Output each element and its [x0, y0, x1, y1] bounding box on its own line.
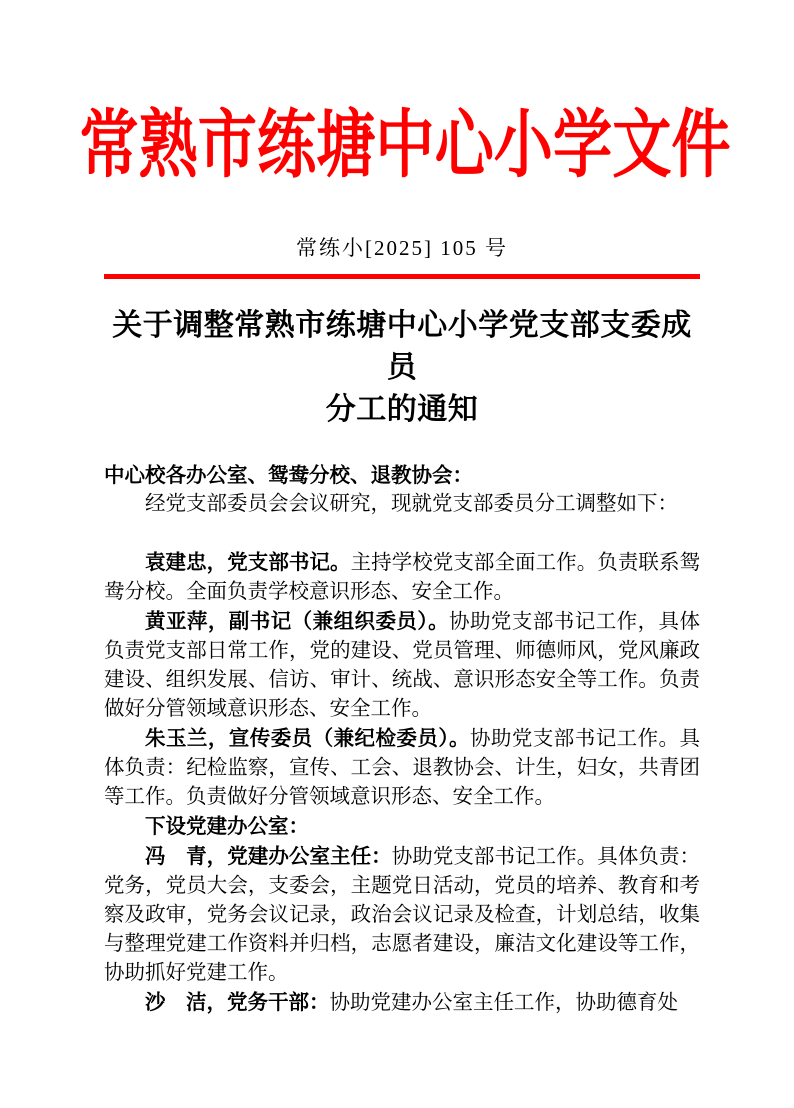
document-title-line-1: 关于调整常熟市练塘中心小学党支部支委成员	[112, 309, 692, 384]
para-zhu-yulan	[104, 724, 700, 812]
member-name-role: 沙 洁，党务干部：	[145, 991, 330, 1014]
member-name-role: 朱玉兰，宣传委员（兼纪检委员）。	[145, 727, 470, 750]
document-title-line-2: 分工的通知	[325, 393, 479, 426]
member-duties: 协助党支部书记工作，具体负责党支部日常工作，党的建设、党员管理、师德师风，党风廉政建设、组织发展、信访、审计、统战、意识形态安全等工作。负责做好分管领域意识形态、安全工作。	[104, 611, 701, 720]
doc-number: 常练小[2025] 105 号	[296, 236, 508, 260]
member-duties: 协助党建办公室主任工作，协助德育处	[329, 992, 678, 1014]
member-name-role: 冯 青，党建办公室主任：	[145, 845, 392, 868]
letterhead-title: 常熟市练塘中心小学文件	[79, 105, 731, 187]
member-duties: 协助党支部书记工作。具体负责：纪检监察，宣传、工会、退教协会、计生，妇女，共青团等工作。负责做好分管领域意识形态、安全工作。	[104, 728, 701, 808]
para-sha-jie	[104, 988, 700, 1018]
para-feng-qing	[104, 842, 700, 988]
member-duties: 主持学校党支部全面工作。负责联系鸳鸯分校。全面负责学校意识形态、安全工作。	[104, 552, 701, 603]
member-duties: 协助党支部书记工作。具体负责：党务，党员大会，支委会，主题党日活动，党员的培养、教育和考察及政审，党务会议记录，政治会议记录及检查，计划总结，收集与整理党建工作资料并归档，志愿者建设，廉洁文化建设等工作，协助抓好党建工作。	[104, 846, 701, 984]
document-title	[104, 305, 700, 431]
para-yuan-jianzhong	[104, 548, 700, 607]
section-heading: 下设党建办公室：	[145, 815, 309, 838]
salutation-line: 中心校各办公室、鸳鸯分校、退教协会：	[104, 464, 473, 487]
red-divider	[104, 274, 700, 279]
member-name-role: 袁建忠，党支部书记。	[145, 551, 351, 574]
para-huang-yaping	[104, 607, 700, 724]
document-body	[104, 461, 700, 1018]
intro-paragraph: 经党支部委员会会议研究，现就党支部委员分工调整如下：	[145, 493, 678, 515]
heading-party-office	[104, 812, 700, 842]
member-name-role: 黄亚萍，副书记（兼组织委员）。	[145, 610, 450, 633]
